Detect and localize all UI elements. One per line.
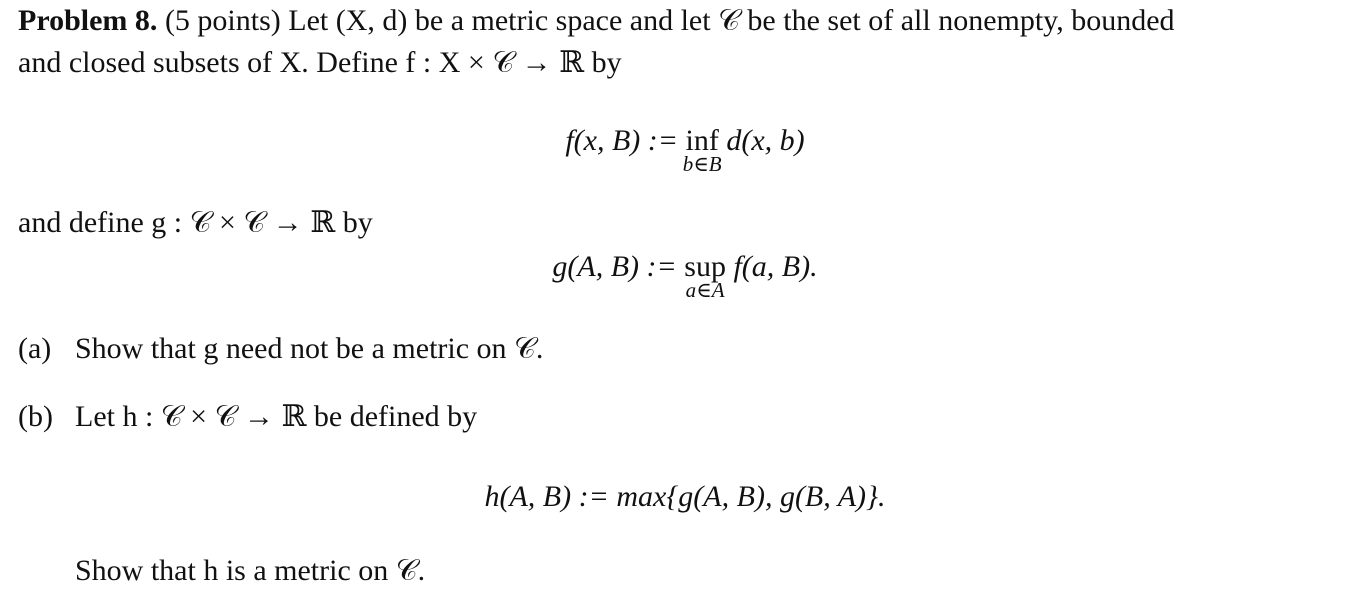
problem-intro-line-1	[18, 6, 1175, 36]
equation-h-text: h(A, B) := max{g(A, B), g(B, A)}.	[484, 480, 886, 513]
equation-g	[0, 250, 1370, 302]
equation-g-rhs: f(a, B).	[733, 250, 818, 283]
define-g-line: and define g : 𝒞 × 𝒞 → ℝ by	[18, 206, 373, 239]
equation-g-operator-wrap	[684, 250, 726, 302]
equation-f-subscript: b∈B	[682, 152, 722, 176]
equation-g-lhs: g(A, B) :=	[552, 250, 677, 283]
problem-intro-text: Let (X, d) be a metric space and let 𝒞 be the set of all nonempty, bounded	[288, 4, 1175, 37]
part-b-conclusion: Show that h is a metric on 𝒞.	[75, 554, 426, 587]
problem-points: (5 points)	[164, 4, 281, 37]
equation-f-lhs: f(x, B) :=	[565, 124, 679, 157]
equation-f	[0, 124, 1370, 176]
part-b-label: (b)	[18, 400, 53, 433]
part-b-text: Let h : 𝒞 × 𝒞 → ℝ be defined by	[75, 400, 478, 433]
problem-heading: Problem 8.	[18, 4, 158, 37]
equation-g-subscript: a∈A	[685, 278, 725, 302]
equation-f-operator: inf	[685, 124, 719, 157]
problem-intro-line-2: and closed subsets of X. Define f : X × 𝒞 → ℝ by	[18, 46, 622, 79]
equation-f-operator-wrap	[682, 124, 722, 176]
equation-g-operator: sup	[684, 250, 726, 283]
equation-h	[0, 482, 1370, 512]
part-a-label: (a)	[18, 332, 52, 365]
equation-f-rhs: d(x, b)	[726, 124, 805, 157]
part-a-text: Show that g need not be a metric on 𝒞.	[75, 332, 544, 365]
